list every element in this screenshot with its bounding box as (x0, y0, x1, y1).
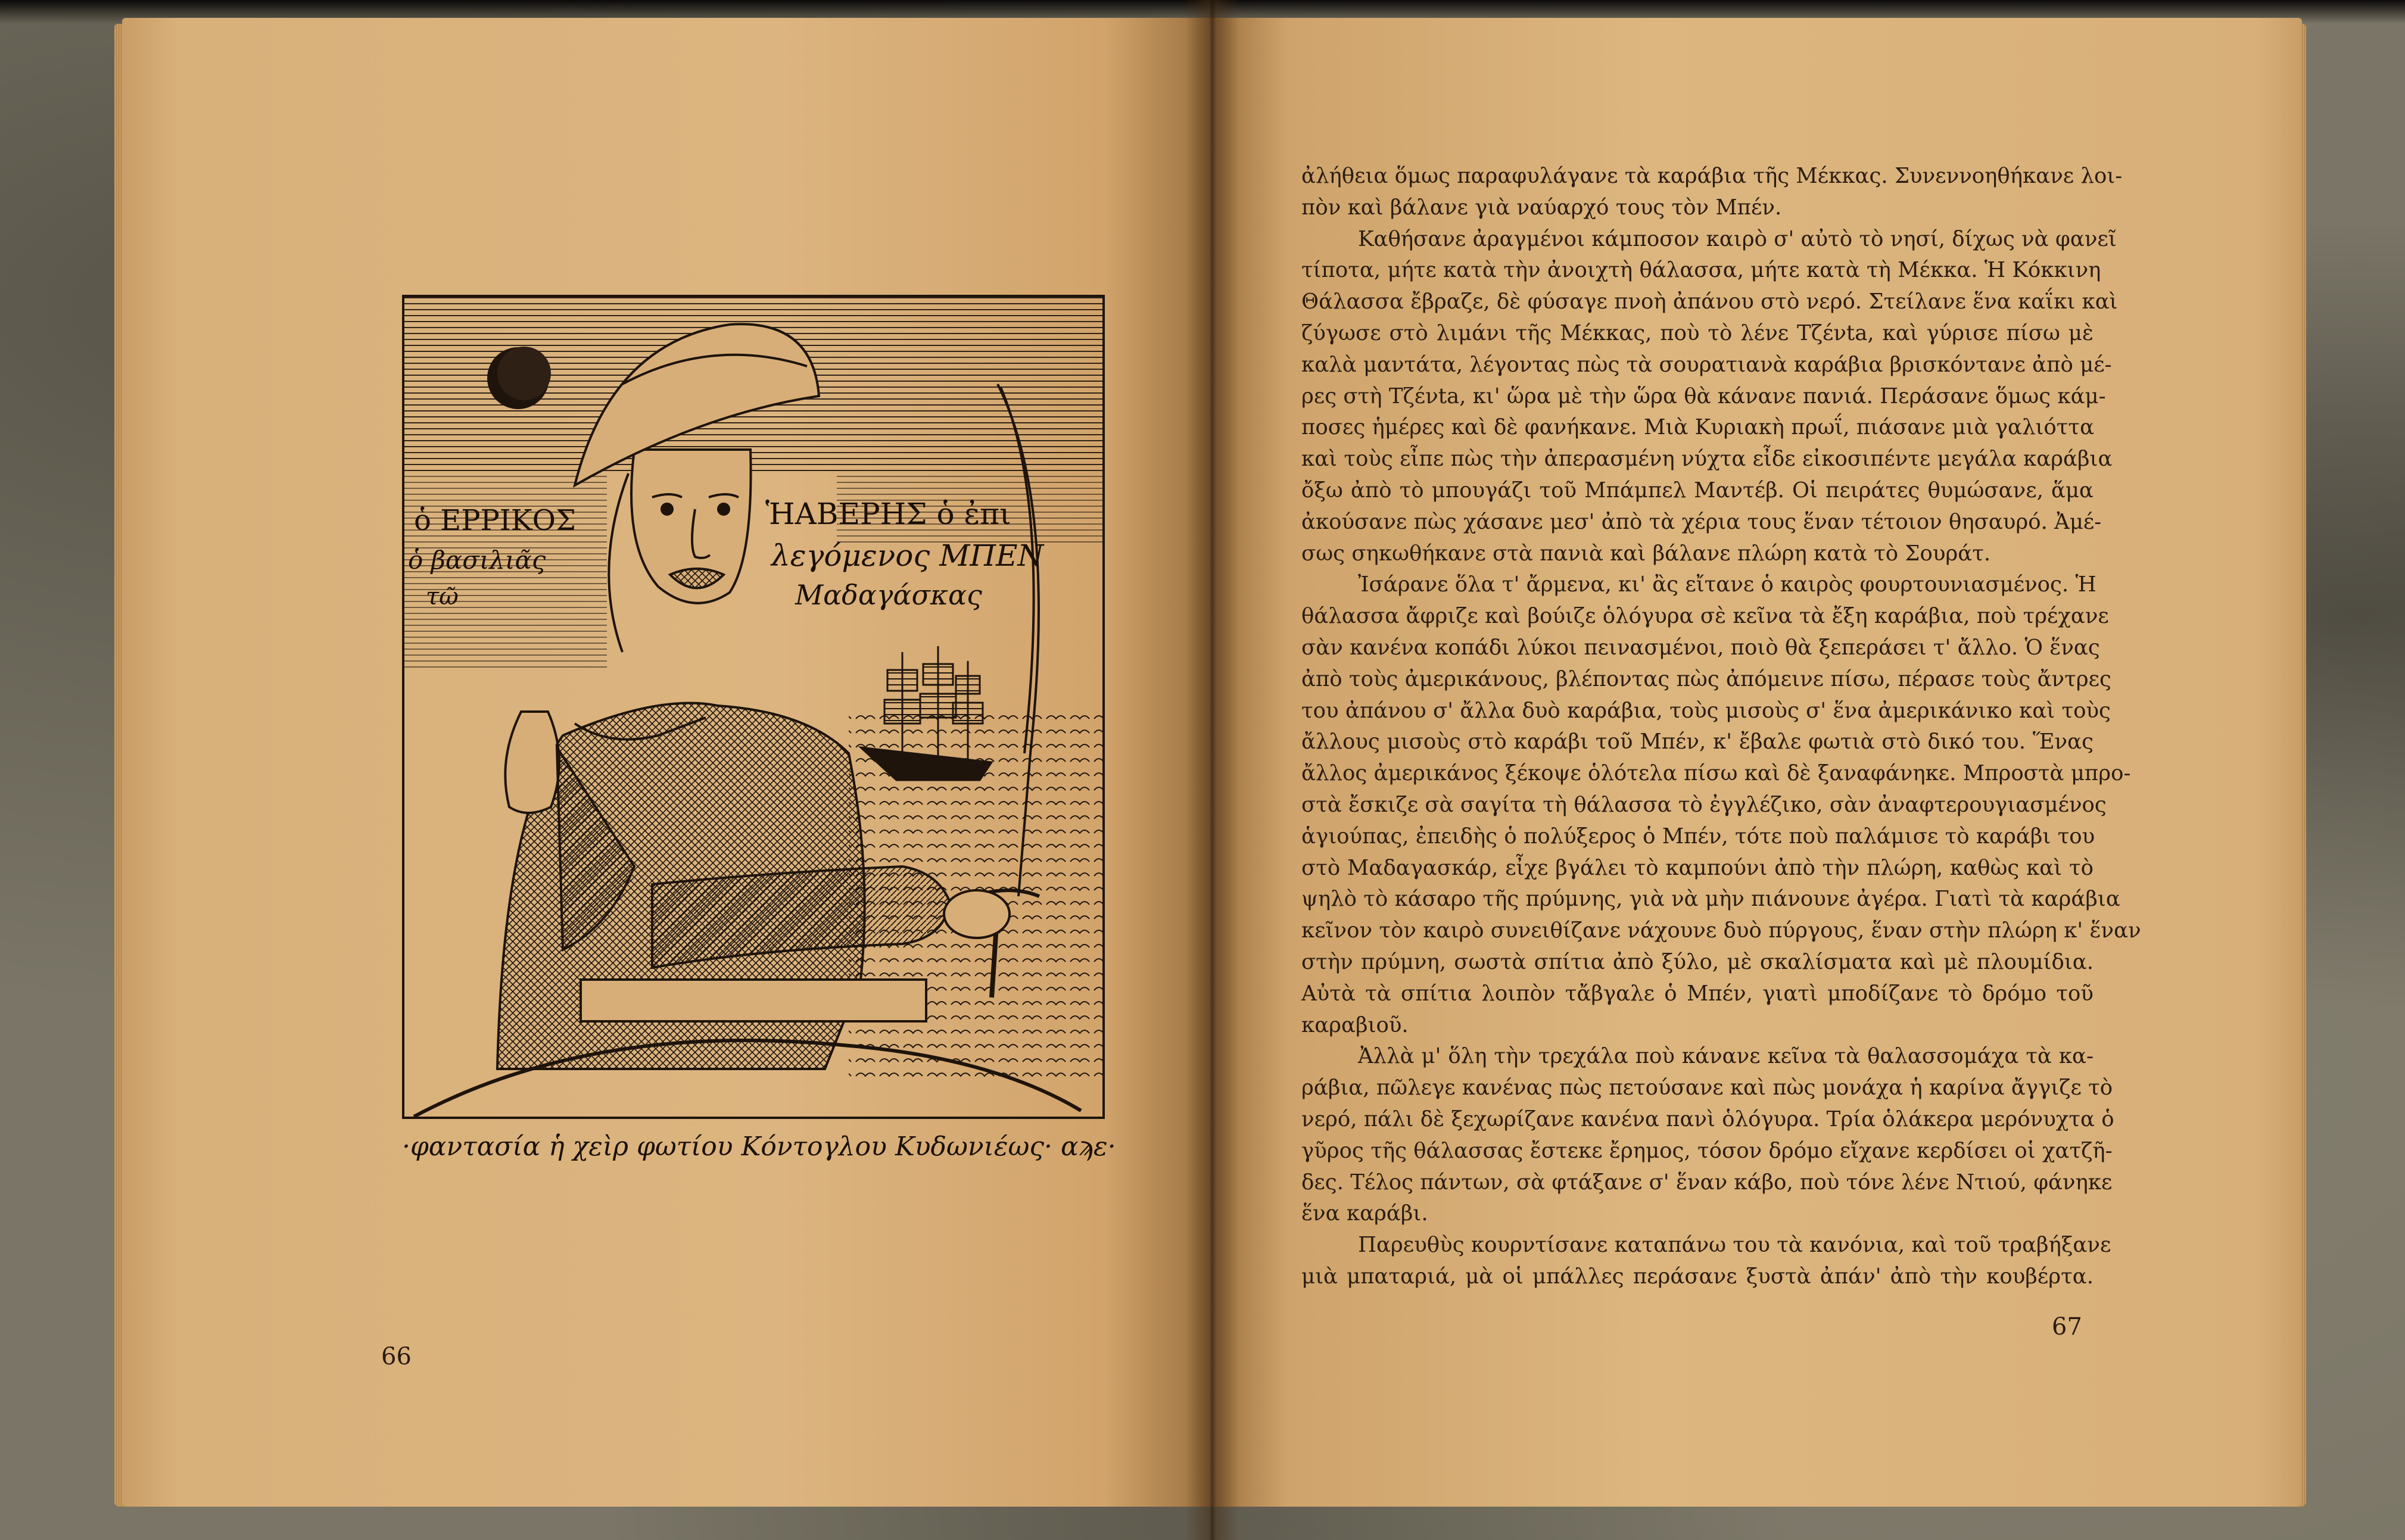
text-line: ἄλλος ἀμερικάνος ξέκοψε ὁλότελα πίσω καὶ δὲ ξαναφάνηκε. Μπροστὰ μπρο- (1301, 761, 2131, 786)
left-page-number: 66 (381, 1343, 412, 1370)
text-line: στὴν πρύμνη, σωστὰ σπίτια ἀπὸ ξύλο, μὲ σκαλίσματα καὶ μὲ πλουμίδια. (1301, 949, 2094, 974)
text-line: σως σηκωθήκανε στὰ πανιὰ καὶ βάλανε πλώρη κατὰ τὸ Σουράτ. (1301, 541, 1991, 566)
text-line: στὰ ἔσκιζε σὰ σαγίτα τὴ θάλασσα τὸ ἐγγλέζικο, σὰν ἀναφτερουγιασμένος (1301, 792, 2107, 817)
caption-right-3: Μαδαγάσκας (795, 579, 982, 611)
text-line: Καθήσανε ἀραγμένοι κάμποσον καιρὸ σ' αὐτὸ τὸ νησί, δίχως νὰ φανεῖ (1358, 226, 2117, 251)
text-line: μιὰ μπαταριά, μὰ οἱ μπάλλες περάσανε ξυστὰ ἀπάν' ἀπὸ τὴν κουβέρτα. (1301, 1264, 2094, 1289)
text-line: ἁγιούπας, ἐπειδὴς ὁ πολύξερος ὁ Μπέν, τότε ποὺ παλάμισε τὸ καράβι του (1301, 824, 2095, 849)
text-line: κεῖνον τὸν καιρὸ συνειθίζανε νάχουνε δυὸ πύργους, ἕναν στὴν πλώρη κ' ἕναν (1301, 918, 2141, 943)
caption-left-3: τῶ (426, 583, 459, 610)
text-line: Παρευθὺς κουρντίσανε καταπάνω του τὰ κανόνια, καὶ τοῦ τραβήξανε (1358, 1233, 2111, 1258)
right-page-text (1301, 161, 2141, 1293)
caption-right-2: λεγόμενος ΜΠΕΝ (771, 538, 1044, 573)
text-line: καραβιοῦ. (1301, 1012, 1409, 1037)
text-line: καὶ τοὺς εἶπε πὼς τὴν ἀπερασμένη νύχτα εἶδε εἰκοσιπέντε μεγάλα καράβια (1301, 447, 2113, 472)
illustration-bottom-caption: ·φαντασία ἡ χεὶρ φωτίου Κόντογλου Κυδωνιέως· αϡε· (402, 1131, 1116, 1162)
text-line: ἀκούσανε πὼς χάσανε μεσ' ἀπὸ τὰ χέρια τους ἕναν τέτοιον θησαυρό. Ἀμέ- (1301, 509, 2102, 534)
text-line: δες. Τέλος πάντων, σὰ φτάξανε σ' ἕναν κάβο, ποὺ τόνε λένε Ντιού, φάνηκε (1301, 1170, 2113, 1195)
text-line: στὸ Μαδαγασκάρ, εἶχε βγάλει τὸ καμπούνι ἀπὸ τὴν πλώρη, καθὼς καὶ τὸ (1301, 855, 2094, 880)
text-line: ἀλήθεια ὅμως παραφυλάγανε τὰ καράβια τῆς Μέκκας. Συνεννοηθήκανε λοι- (1301, 164, 2123, 188)
text-line: ὄξω ἀπὸ τὸ μπουγάζι τοῦ Μπάμπελ Μαντέβ. Οἱ πειράτες θυμώσανε, ἅμα (1301, 478, 2094, 503)
text-line: πὸν καὶ βάλανε γιὰ ναύαρχό τους τὸν Μπέν. (1301, 195, 1782, 220)
text-line: ράβια, πῶλεγε κανένας πὼς πετούσανε καὶ πὼς μονάχα ἡ καρίνα ἄγγιζε τὸ (1301, 1075, 2113, 1101)
caption-left-1: ὁ ΕΡΡΙΚΟΣ (414, 504, 576, 537)
right-page-number: 67 (2052, 1313, 2082, 1341)
caption-left-2: ὁ βασιλιᾶς (408, 545, 546, 575)
text-line: ψηλὸ τὸ κάσαρο τῆς πρύμνης, γιὰ νὰ μὴν πιάνουνε ἀγέρα. Γιατὶ τὰ καράβια (1301, 887, 2120, 912)
text-line: σὰν κανένα κοπάδι λύκοι πεινασμένοι, ποιὸ θὰ ξεπεράσει τ' ἄλλο. Ὁ ἕνας (1301, 635, 2100, 660)
text-line: ἄλλους μισοὺς στὸ καράβι τοῦ Μπέν, κ' ἔβαλε φωτιὰ στὸ δικό του. Ἕνας (1301, 730, 2094, 755)
text-line: ἕνα καράβι. (1301, 1201, 1428, 1226)
text-line: καλὰ μαντάτα, λέγοντας πὼς τὰ σουρατιανὰ καράβια βρισκόντανε ἀπὸ μέ- (1301, 352, 2112, 377)
text-line: του ἀπάνου σ' ἄλλα δυὸ καράβια, τοὺς μισοὺς σ' ἕνα ἀμερικάνικο καὶ τοὺς (1301, 698, 2111, 723)
text-line: θάλασσα ἄφριζε καὶ βούιζε ὁλόγυρα σὲ κεῖνα τὰ ἔξη καράβια, ποὺ τρέχανε (1301, 604, 2109, 629)
text-line: Ἀλλὰ μ' ὅλη τὴν τρεχάλα ποὺ κάνανε κεῖνα τὰ θαλασσομάχα τὰ κα- (1358, 1044, 2094, 1069)
text-line: ζύγωσε στὸ λιμάνι τῆς Μέκκας, ποὺ τὸ λένε Τζένta, καὶ γύρισε πίσω μὲ (1301, 320, 2094, 345)
text-line: ἀπὸ τοὺς ἀμερικάνους, βλέποντας πὼς ἀπόμεινε πίσω, πέρασε τοὺς ἄντρες (1301, 666, 2111, 691)
text-line: Αὐτὰ τὰ σπίτια λοιπὸν τἄβγαλε ὁ Μπέν, γιατὶ μποδίζανε τὸ δρόμο τοῦ (1301, 981, 2094, 1006)
text-line: γῦρος τῆς θάλασσας ἔστεκε ἔρημος, τόσον δρόμο εἴχανε κερδίσει οἱ χατζῆ- (1301, 1138, 2113, 1163)
text-line: ρες στὴ Τζένta, κι' ὥρα μὲ τὴν ὥρα θὰ κάνανε πανιά. Περάσανε ὅμως κάμ- (1301, 384, 2106, 409)
text-line: Θάλασσα ἔβραζε, δὲ φύσαγε πνοὴ ἀπάνου στὸ νερό. Στείλανε ἕνα καΐκι καὶ (1301, 289, 2118, 314)
caption-right-1: ἩΑΒΕΡΗΣ ὁ ἐπι (765, 497, 1011, 531)
pirate-illustration (402, 295, 1116, 1162)
text-line: ποσες ἡμέρες καὶ δὲ φανήκανε. Μιὰ Κυριακὴ πρωΐ, πιάσανε μιὰ γαλιόττα (1301, 415, 2095, 440)
text-line: Ἰσάρανε ὅλα τ' ἄρμενα, κι' ἂς εἴτανε ὁ καιρὸς φουρτουνιασμένος. Ἡ (1358, 572, 2096, 597)
text-line: τίποτα, μήτε κατὰ τὴν ἀνοιχτὴ θάλασσα, μήτε κατὰ τὴ Μέκκα. Ἡ Κόκκινη (1301, 258, 2101, 283)
book-gutter (1185, 0, 1239, 1540)
text-line: νερό, πάλι δὲ ξεχωρίζανε κανένα πανὶ ὁλόγυρα. Τρία ὁλάκερα μερόνυχτα ὁ (1301, 1106, 2114, 1131)
